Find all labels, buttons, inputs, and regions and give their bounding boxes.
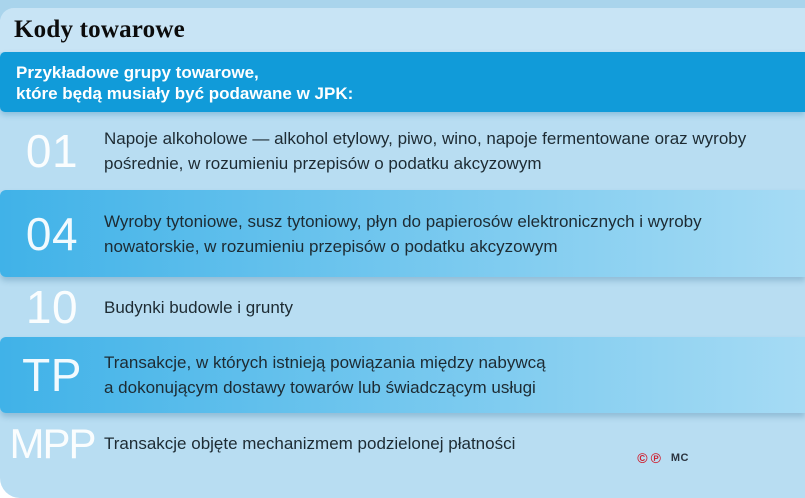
header-bar bbox=[0, 8, 805, 52]
description-line: Transakcje, w których istnieją powiązania między nabywcą bbox=[104, 353, 546, 372]
row-code-10: 10 bbox=[25, 281, 79, 333]
row-description bbox=[104, 209, 805, 259]
copyright-icon: © bbox=[637, 450, 648, 466]
commodity-row-01 bbox=[0, 112, 805, 190]
infographic-card bbox=[0, 8, 805, 498]
description-line: nowatorskie, w rozumieniu przepisów o podatku akcyzowym bbox=[104, 236, 558, 256]
commodity-row-tp bbox=[0, 337, 805, 413]
row-description bbox=[104, 295, 805, 320]
row-code-tp: TP bbox=[22, 349, 82, 401]
row-description bbox=[104, 350, 805, 400]
description-line: Wyroby tytoniowe, susz tytoniowy, płyn do papierosów elektronicznych i wyroby bbox=[104, 211, 702, 231]
row-code-04: 04 bbox=[25, 207, 79, 260]
description-line: a dokonującym dostawy towarów lub świadczącym usługi bbox=[104, 378, 536, 397]
row-description bbox=[104, 126, 805, 176]
page-title: Kody towarowe bbox=[14, 16, 185, 43]
commodity-row-10 bbox=[0, 277, 805, 337]
description-line: Budynki budowle i grunty bbox=[104, 297, 294, 317]
description-line: Transakcje objęte mechanizmem podzielonej płatności bbox=[104, 434, 516, 453]
description-line: Napoje alkoholowe — alkohol etylowy, piwo, wino, napoje fermentowane oraz wyroby bbox=[104, 129, 747, 148]
row-code-mpp: MPP bbox=[9, 419, 95, 467]
commodity-row-04 bbox=[0, 190, 805, 277]
phonogram-icon: ℗ bbox=[650, 450, 661, 466]
description-line: pośrednie, w rozumieniu przepisów o podatku akcyzowym bbox=[104, 154, 542, 173]
credit-label: MC bbox=[670, 452, 689, 464]
row-code-01: 01 bbox=[25, 125, 79, 177]
intro-band bbox=[0, 52, 805, 112]
credit-mark bbox=[637, 451, 689, 465]
intro-line-1: Przykładowe grupy towarowe, bbox=[16, 63, 259, 82]
intro-line-2: które będą musiały być podawane w JPK: bbox=[16, 84, 354, 103]
row-description bbox=[104, 431, 805, 456]
